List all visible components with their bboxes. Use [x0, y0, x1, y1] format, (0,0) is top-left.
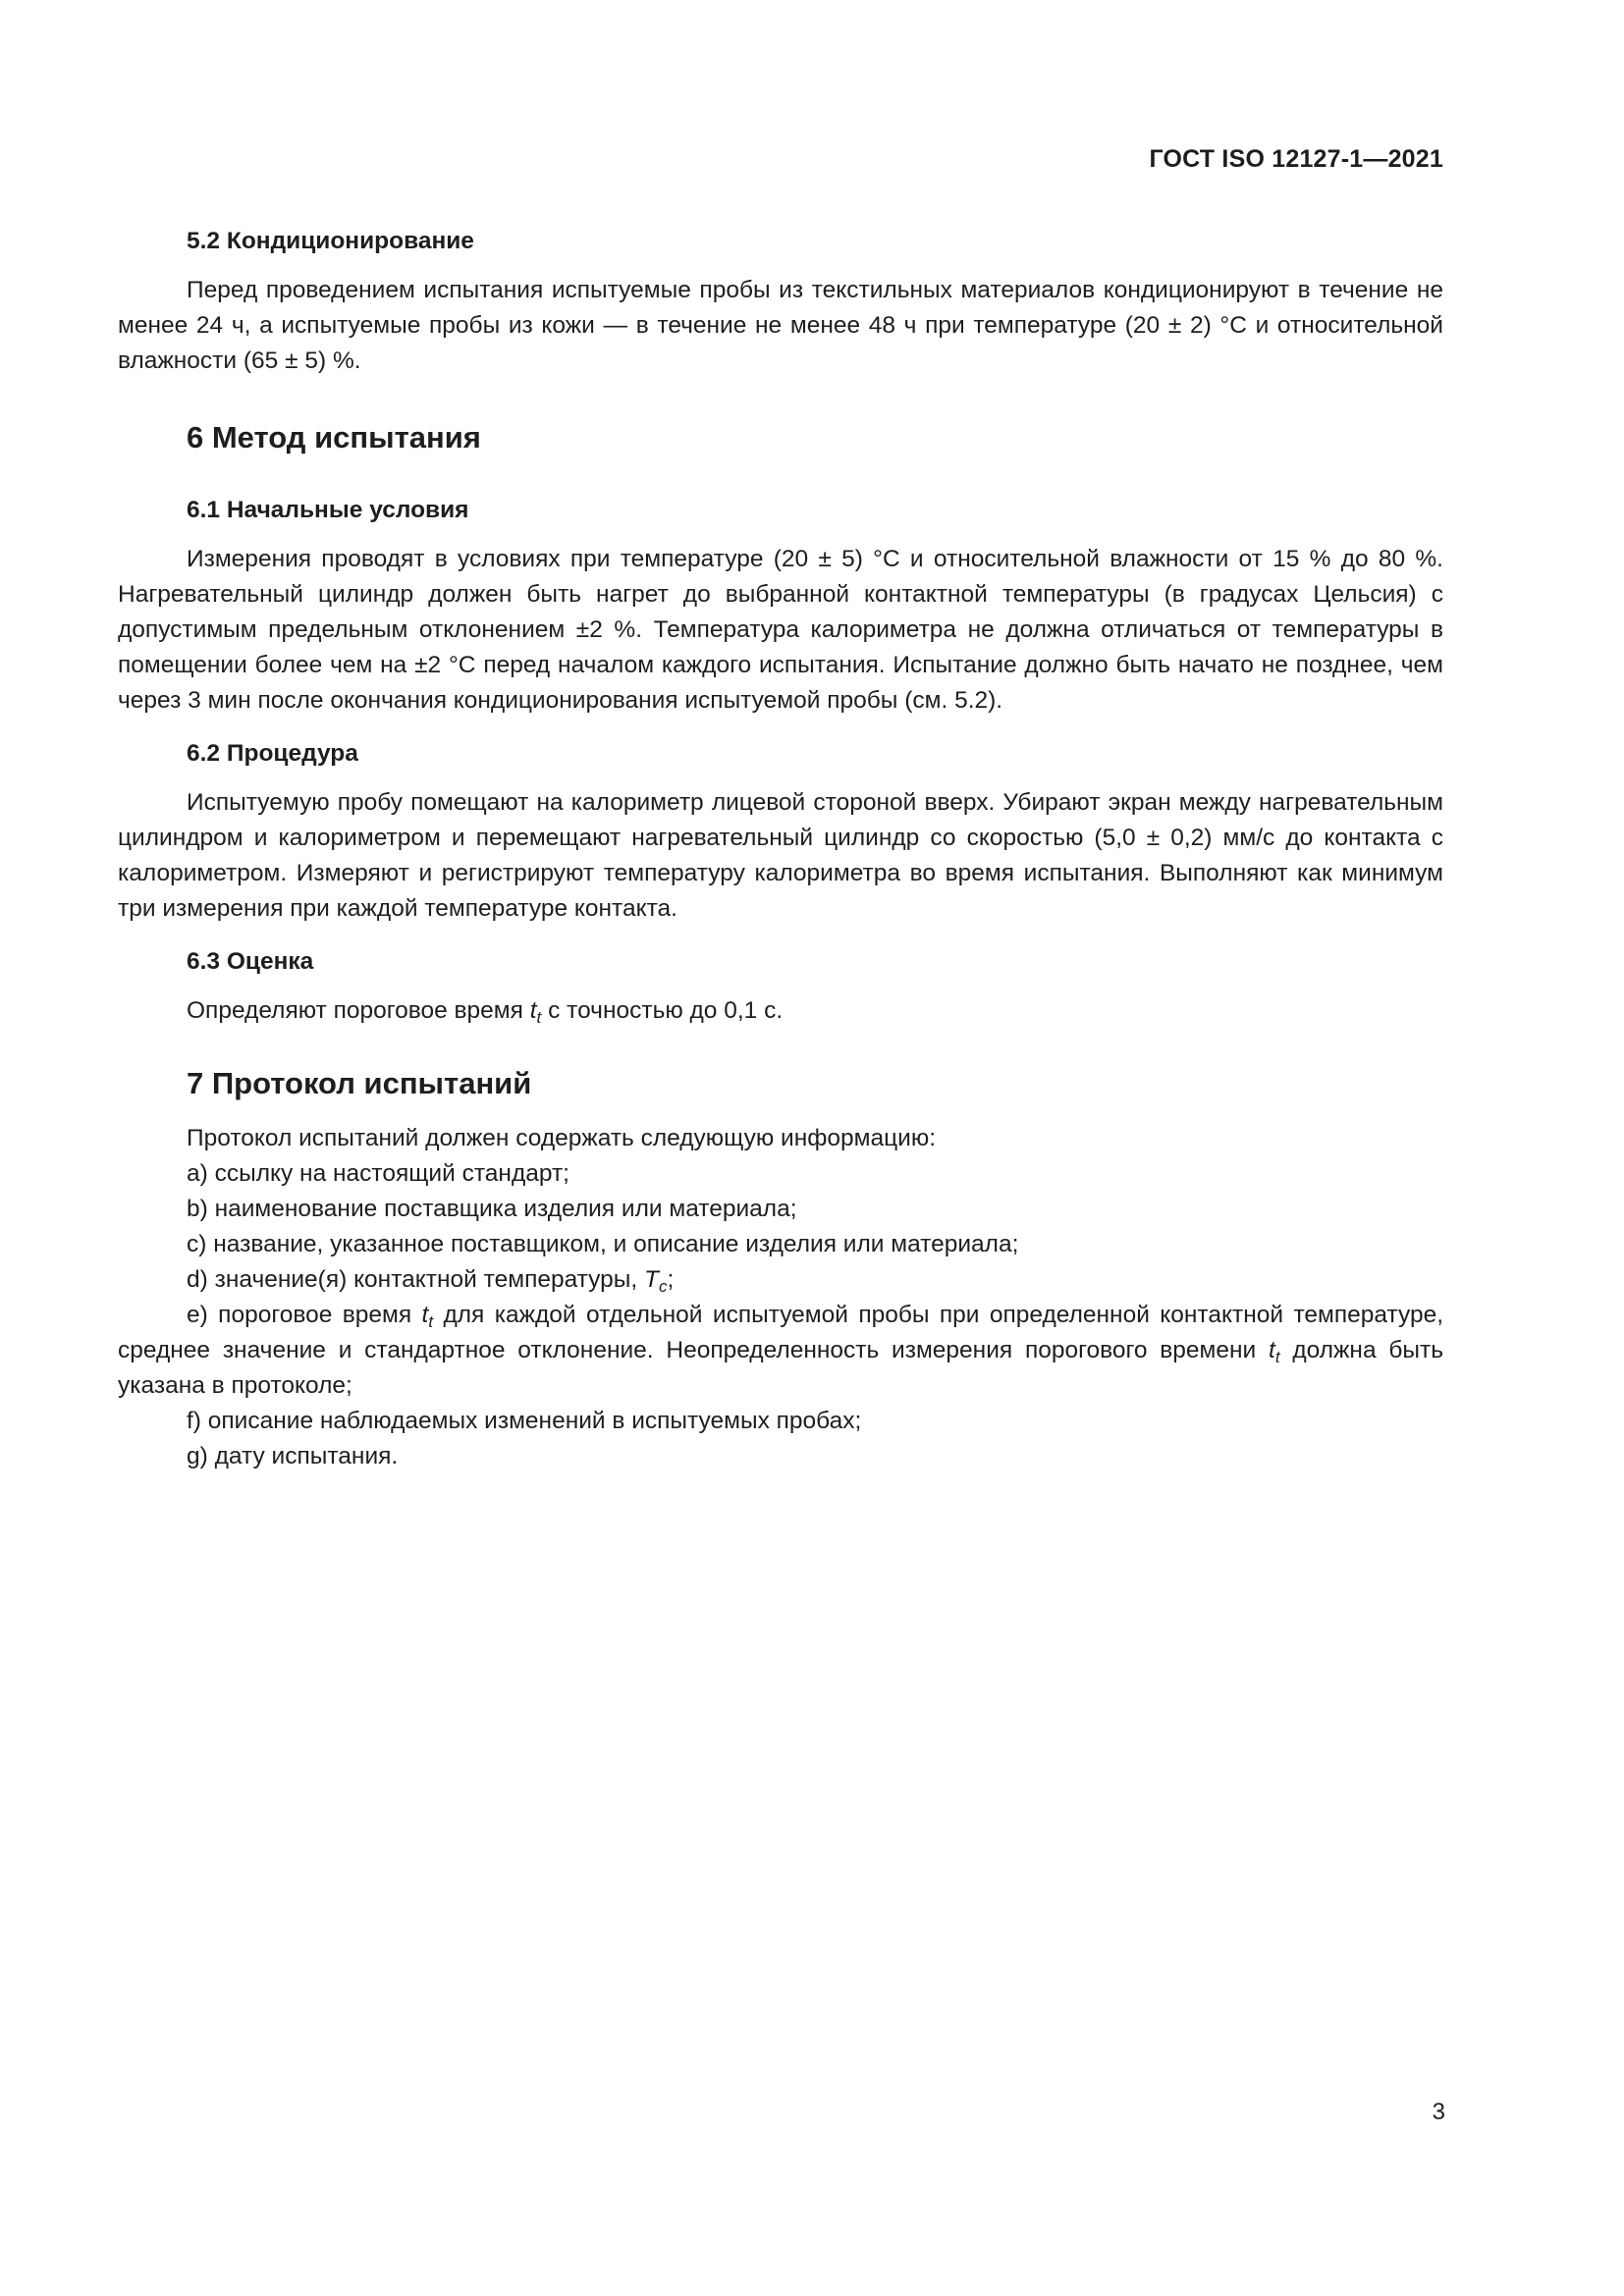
- section-6-heading: 6 Метод испытания: [187, 420, 481, 454]
- list-item-a: a) ссылку на настоящий стандарт;: [187, 1160, 569, 1187]
- page-number: 3: [1432, 2099, 1445, 2125]
- section-6-3-heading: 6.3 Оценка: [187, 948, 314, 975]
- section-7-intro: Протокол испытаний должен содержать следующую информацию:: [187, 1125, 937, 1151]
- list-item-d: d) значение(я) контактной температуры, $T_c$;: [187, 1266, 675, 1296]
- section-5-2-heading: 5.2 Кондиционирование: [187, 228, 474, 254]
- section-6-2-heading: 6.2 Процедура: [187, 740, 358, 767]
- threshold-time-symbol: t: [421, 1302, 429, 1328]
- document-standard-id: ГОСТ ISO 12127-1—2021: [1149, 145, 1443, 173]
- page-content: [118, 224, 1443, 1474]
- contact-temperature-symbol: T: [644, 1266, 659, 1293]
- section-6-3-text: Определяют пороговое время $t_t$ с точностью до 0,1 с.: [187, 997, 784, 1027]
- list-item-b: b) наименование поставщика изделия или материала;: [187, 1196, 797, 1222]
- section-6-1-text: Измерения проводят в условиях при температуре (20 ± 5) °С и относительной влажности от 15 % до 80 %. Нагревательный цилиндр должен быть нагрет до выбранной контактной температуры (в градусах Цельсия) с допустимым предельным отклонением ±2 %. Температура калориметра не должна отличаться от температуры в помещении более чем на ±2 °С перед началом каждого испытания. Испытание должно быть начато не позднее, чем через 3 мин после окончания кондиционирования испытуемой пробы (см. 5.2).: [118, 546, 1443, 714]
- section-5-2-text: Перед проведением испытания испытуемые пробы из текстильных материалов кондиционируют в течение не менее 24 ч, а испытуемые пробы из кожи — в течение не менее 48 ч при температуре (20 ± 2) °С и относительной влажности (65 ± 5) %.: [118, 277, 1443, 374]
- list-item-g: g) дату испытания.: [187, 1443, 399, 1469]
- list-item-f: f) описание наблюдаемых изменений в испытуемых пробах;: [187, 1408, 862, 1434]
- list-item-e: e) пороговое время $t_t$ для каждой отдельной испытуемой пробы при определенной контактной температуре, среднее значение и стандартное отклонение. Неопределенность измерения порогового времени $t_t$ должна быть указана в протоколе;: [118, 1302, 1443, 1399]
- threshold-time-symbol: t: [529, 997, 537, 1024]
- section-6-2-text: Испытуемую пробу помещают на калориметр лицевой стороной вверх. Убирают экран между нагревательным цилиндром и калориметром и перемещают нагревательный цилиндр со скоростью (5,0 ± 0,2) мм/с до контакта с калориметром. Измеряют и регистрируют температуру калориметра во время испытания. Выполняют как минимум три измерения при каждой температуре контакта.: [118, 789, 1443, 922]
- threshold-time-symbol: t: [1269, 1337, 1275, 1363]
- section-7-heading: 7 Протокол испытаний: [187, 1066, 532, 1100]
- list-item-c: c) название, указанное поставщиком, и описание изделия или материала;: [187, 1231, 1019, 1257]
- section-6-1-heading: 6.1 Начальные условия: [187, 497, 469, 523]
